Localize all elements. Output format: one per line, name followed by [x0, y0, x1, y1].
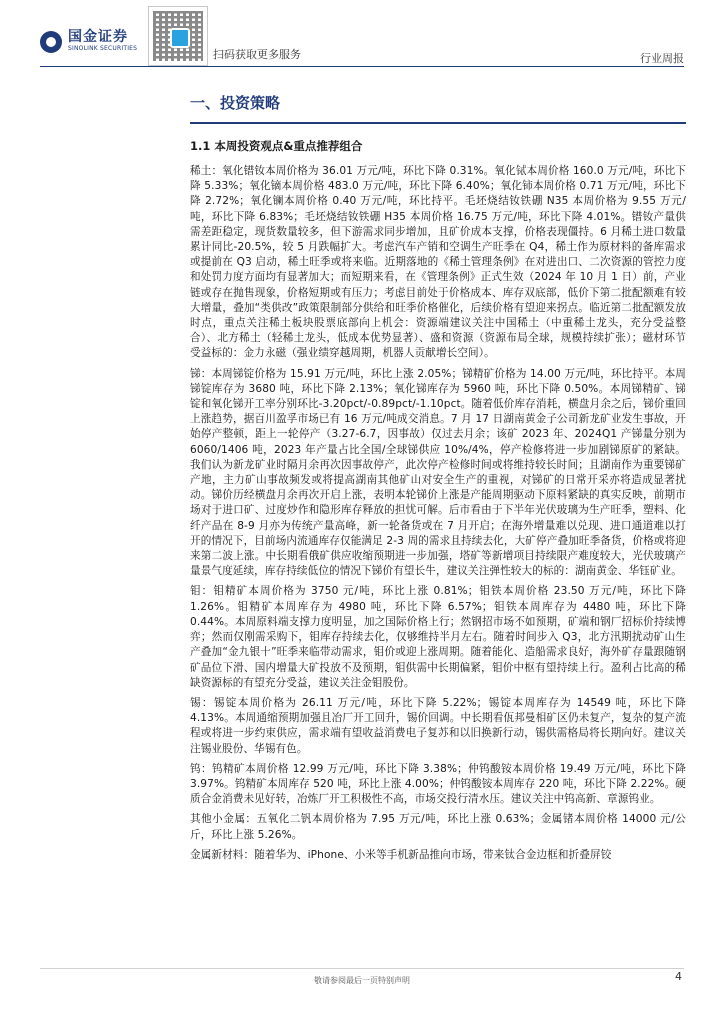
logo-icon — [40, 31, 62, 53]
header-divider — [40, 66, 684, 67]
paragraph-other-minor-metals: 其他小金属：五氧化二钒本周价格为 7.95 万元/吨，环比上涨 0.63%；金属锗本周价格 14000 元/公斤，环比上涨 5.26%。 — [190, 813, 686, 841]
logo-name-en: SINOLINK SECURITIES — [68, 45, 138, 52]
section-title: 一、投资策略 — [190, 94, 281, 112]
paragraph-tin: 锡：锡锭本周价格为 26.11 万元/吨，环比下降 5.22%；锡锭本周库存为 14549 吨，环比下降 4.13%。本周通缩预期加强且冶厂开工回升，锡价回调。中长期看佤邦曼相矿区仍未复产，复杂的复产流程或将进一步约束供应，需求端有望收益消费电子复苏和以旧换新行动，锡供需格局将长期向好。建议关注锡业股份、华锡有色。 — [190, 696, 686, 755]
footer-divider — [40, 968, 684, 969]
qr-code-icon[interactable] — [148, 6, 208, 66]
footer-disclaimer: 敬请参阅最后一页特别声明 — [314, 976, 410, 985]
paragraph-antimony: 锑：本周锑锭价格为 15.91 万元/吨，环比上涨 2.05%；锑精矿价格为 14.00 万元/吨，环比持平。本周锑锭库存为 3680 吨，环比下降 2.13%；氧化锑库存为 5960 吨，环比下降 0.50%。本周锑精矿、锑锭和氧化锑开工率分别环比-3.20pct/-0.89pct/-1.10pct。随着低价库存消耗，横盘月余之后，锑价重回上涨趋势，据百川盈孚市场已有 16 万元/吨成交消息。7 月 17 日湖南黄金子公司新龙矿业发生事故，开始停产整顿，距上一轮停产（3.27-6.7，因事故）仅过去月余；该矿 2023 年、2024Q1 产锑量分别为 6060/1406 吨，2023 年产量占比全国/全球锑供应 10%/4%，停产检修将进一步加剧锑原矿的紧缺。我们认为新龙矿业时隔月余再次因事故停产，此次停产检修时间或将维持较长时间；且湖南作为重要锑矿产地，主力矿山事故频发或将提高湖南其他矿山对安全生产的重视，对锑矿的日常开采亦将造成显著扰动。锑价历经横盘月余再次开启上涨，表明本轮锑价上涨是产能周期驱动下原料紧缺的真实反映，前期市场对于进口矿、过度炒作和隐形库存释放的担忧可解。后市看由于下半年光伏玻璃为生产旺季，塑料、化纤产品在 8-9 月亦为传统产量高峰，新一轮备货或在 7 月开启；在海外增量难以兑现、进口通道难以打开的情况下，目前场内流通库存仅能满足 2-3 周的需求且持续去化，大矿停产叠加旺季备货，价格或将迎来第二波上涨。中长期看俄矿供应收缩预期进一步加强，塔矿等新增项目持续限产难度较大，光伏玻璃产量景气度延续，库存持续低位的情况下锑价有望长牛，建议关注弹性较大的标的：湖南黄金、华钰矿业。 — [190, 367, 686, 578]
page-number: 4 — [675, 970, 682, 983]
scan-prompt: 扫码获取更多服务 — [213, 48, 301, 61]
logo-name-cn: 国金证券 — [68, 29, 128, 45]
subsection-title: 1.1 本周投资观点&重点推荐组合 — [190, 139, 363, 153]
report-type-label: 行业周报 — [640, 52, 684, 65]
paragraph-molybdenum: 钼：钼精矿本周价格为 3750 元/吨，环比上涨 0.81%；钼铁本周价格 23.50 万元/吨，环比下降 1.26%。钼精矿本周库存为 4980 吨，环比下降 6.57%；钼铁本周库存为 4480 吨，环比下降 0.44%。本周原料端支撑力度明显，加之国际价格上行；然钢招市场不如预期，矿端和钢厂招标价持续博弈；然而仅刚需采购下，钼库存持续去化，仅够维持半月左右。随着时间步入 Q3，北方汛期扰动矿山生产叠加“金九银十”旺季来临带动需求，钼价或迎上涨周期。随着能化、造船需求良好，海外矿存量跟随钢矿品位下滑、国内增量大矿投放不及预期，钼供需中长期偏紧，钼价中枢有望持续上行。盈利占比高的稀缺资源标的有望充分受益，建议关注金钼股份。 — [190, 585, 686, 689]
paragraph-tungsten: 钨：钨精矿本周价格 12.99 万元/吨，环比下降 3.38%；仲钨酸铵本周价格 19.49 万元/吨，环比下降 3.97%。钨精矿本周库存 520 吨，环比上涨 4.00%；仲钨酸铵本周库存 220 吨，环比下降 2.22%。硬质合金消费未见好转，冶炼厂开工积极性不高，市场交投行清水压。建议关注中钨高新、章源钨业。 — [190, 762, 686, 806]
company-logo — [40, 30, 137, 53]
page-header — [0, 0, 724, 70]
paragraph-new-materials: 金属新材料：随着华为、iPhone、小米等手机新品推向市场，带来钛合金边框和折叠屏铰 — [190, 848, 612, 861]
main-content — [190, 92, 686, 868]
paragraph-rare-earth: 稀土：氧化镨钕本周价格为 36.01 万元/吨，环比下降 0.31%。氧化铽本周价格 160.0 万元/吨，环比下降 5.33%；氧化镝本周价格 483.0 万元/吨，环比下降 6.40%；氧化铈本周价格 0.71 万元/吨，环比下降 2.72%；氧化镧本周价格 0.40 万元/吨，环比持平。毛坯烧结钕铁硼 N35 本周价格为 9.55 万元/吨，环比下降 6.83%；毛坯烧结钕铁硼 H35 本周价格 16.75 万元/吨，环比下降 4.01%。镨钕产量供需差距稳定，现货数量较多，但下游需求同步增加，且矿价成本支撑，价格表现僵持。6 月稀土进口数量累计同比-20.5%，较 5 月跌幅扩大。考虑汽车产销和空调生产旺季在 Q4，稀土作为原材料的备库需求或提前在 Q3 启动，稀土旺季或将来临。近期落地的《稀土管理条例》在对进出口、二次资源的管控力度和处罚力度方面均有显著加大；而短期来看，在《管理条例》正式生效（2024 年 10 月 1 日）前，产业链或存在抛售现象，价格短期或有压力；考虑目前处于价格成本、库存双底部，低价下第二批配额难有较大增量，叠加“类供改”政策限制部分供给和旺季价格催化，后续价格有望迎来拐点。临近第二批配额发放时点，重点关注稀土板块股票底部向上机会：资源端建议关注中国稀土（中重稀土龙头，充分受益整合）、北方稀土（轻稀土龙头，低成本优势显著）、盛和资源（资源布局全球，规模持续扩张）；磁材环节受益标的：金力永磁（强业绩穿越周期，机器人贡献增长空间）。 — [190, 165, 686, 360]
section-divider — [190, 122, 686, 124]
